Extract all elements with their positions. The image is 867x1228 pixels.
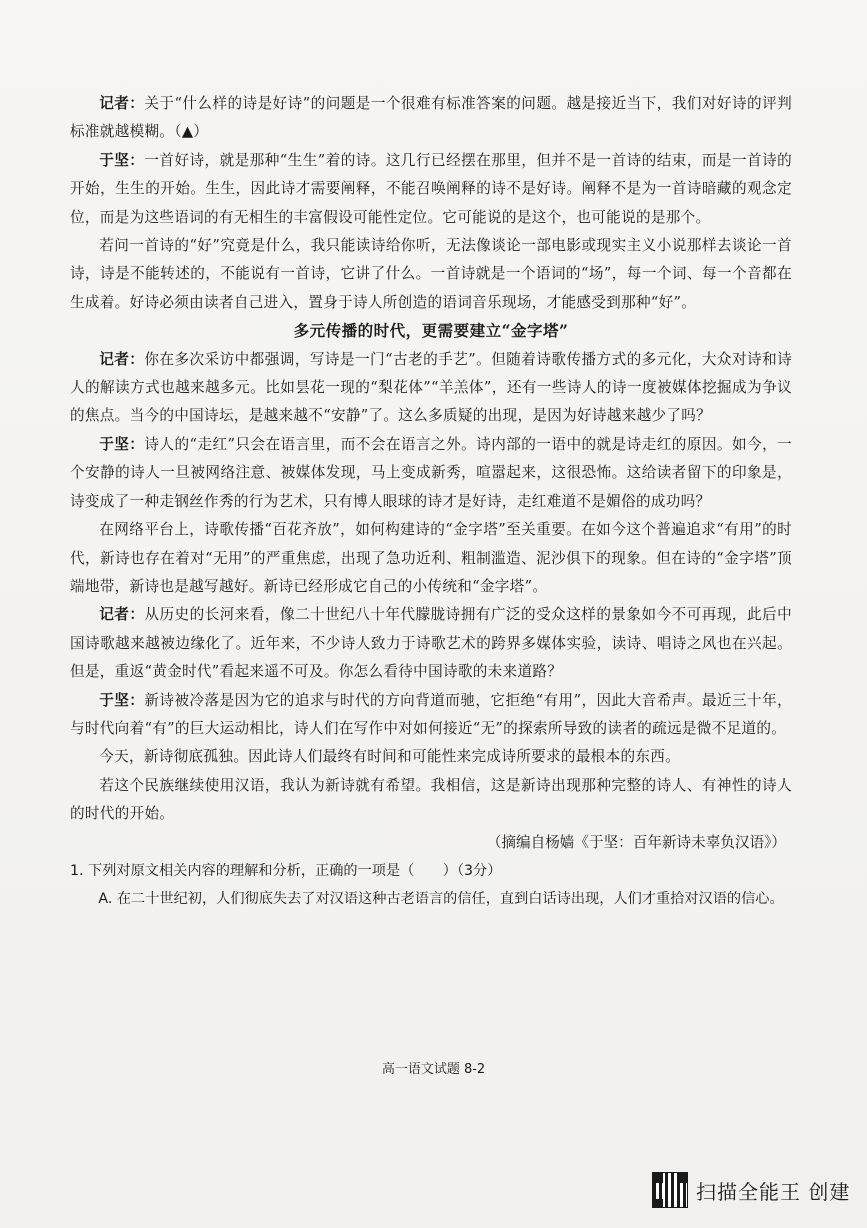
paragraph: [70, 601, 792, 686]
page-footer: 高一语文试题 8-2: [381, 1062, 486, 1077]
watermark-text: 扫描全能王 创建: [696, 1179, 851, 1204]
paragraph-text: 一首好诗，就是那种“生生”着的诗。这几行已经摆在那里，但并不是一首诗的结束，而是一首诗的开始，生生的开始。生生，因此诗才需要阐释，不能召唤阐释的诗不是好诗。阐释不是为一首诗暗藏的观念定位，而是为这些语词的有无相生的丰富假设可能性定位。它可能说的是这个，也可能说的是那个。: [70, 151, 793, 226]
speaker-label: 于坚：: [99, 435, 145, 453]
speaker-label: 于坚：: [99, 691, 145, 709]
speaker-label: 记者：: [99, 350, 145, 368]
paragraph: [70, 232, 792, 317]
speaker-label: 于坚：: [99, 151, 145, 169]
question-stem: 1. 下列对原文相关内容的理解和分析，正确的一项是（ ）（3分）: [70, 862, 502, 879]
scanner-watermark: [652, 1170, 850, 1210]
paragraph-text: 今天，新诗彻底孤独。因此诗人们最终有时间和可能性来完成诗所要求的最根本的东西。: [99, 748, 681, 766]
source-citation: （摘编自杨嫱《于坚：百年新诗未辜负汉语》）: [486, 833, 786, 851]
paragraph: [70, 346, 792, 431]
speaker-label: 记者：: [99, 606, 145, 624]
speaker-label: 记者：: [99, 95, 145, 112]
paragraph: [70, 516, 792, 601]
paragraph: [70, 147, 792, 232]
paragraph-text: 若问一首诗的“好”究竟是什么，我只能读诗给你听，无法像谈论一部电影或现实主义小说那样去谈论一首诗，诗是不能转述的，不能说有一首诗，它讲了什么。一首诗就是一个语词的“场”，每一个词、每一个音都在生成着。好诗必须由读者自己进入，置身于诗人所创造的语词音乐现场，才能感受到那种“好”。: [70, 237, 792, 311]
qr-code-icon: [652, 1172, 688, 1208]
paragraph: [70, 743, 792, 771]
paragraph-text: 你在多次采访中都强调，写诗是一门“古老的手艺”。但随着诗歌传播方式的多元化，大众对诗和诗人的解读方式也越来越多元。比如昙花一现的“梨花体”“羊羔体”，还有一些诗人的诗一度被媒体挖掘成为争议的焦点。当今的中国诗坛，是越来越不“安静”了。这么多质疑的出现，是因为好诗越来越少了吗？: [70, 350, 793, 425]
section-heading: 多元传播的时代，更需要建立“金字塔”: [293, 321, 569, 341]
paragraph: [70, 431, 792, 516]
paragraph-text: 若这个民族继续使用汉语，我认为新诗就有希望。我相信，这是新诗出现那种完整的诗人、有神性的诗人的时代的开始。: [70, 776, 792, 823]
paragraph: [70, 90, 792, 147]
article-body: [70, 90, 792, 914]
paragraph: [70, 772, 792, 829]
question-option-a: A. 在二十世纪初，人们彻底失去了对汉语这种古老语言的信任，直到白话诗出现，人们才重拾对汉语的信心。: [98, 891, 784, 908]
paragraph-text: 在网络平台上，诗歌传播“百花齐放”，如何构建诗的“金字塔”至关重要。在如今这个普遍追求“有用”的时代，新诗也存在着对“无用”的严重焦虑，出现了急功近利、粗制滥造、泥沙俱下的现象。但在诗的“金字塔”顶端地带，新诗也是越写越好。新诗已经形成它自己的小传统和“金字塔”。: [70, 521, 792, 595]
paragraph-text: 新诗被冷落是因为它的追求与时代的方向背道而驰，它拒绝“有用”，因此大音希声。最近三十年，与时代向着“有”的巨大运动相比，诗人们在写作中对如何接近“无”的探索所导致的读者的疏远是微不足道的。: [70, 691, 793, 737]
paragraph: [70, 687, 792, 744]
paragraph-text: 诗人的“走红”只会在语言里，而不会在语言之外。诗内部的一语中的就是诗走红的原因。如今，一个安静的诗人一旦被网络注意、被媒体发现，马上变成新秀，喧嚣起来，这很恐怖。这给读者留下的印象是，诗变成了一种走钢丝作秀的行为艺术，只有博人眼球的诗才是好诗，走红难道不是媚俗的成功吗？: [70, 435, 793, 510]
paragraph-text: 关于“什么样的诗是好诗”的问题是一个很难有标准答案的问题。越是接近当下，我们对好诗的评判标准就越模糊。（▲）: [70, 95, 793, 141]
paragraph-text: 从历史的长河来看，像二十世纪八十年代朦胧诗拥有广泛的受众这样的景象如今不可再现，此后中国诗歌越来越被边缘化了。近年来，不少诗人致力于诗歌艺术的跨界多媒体实验，读诗、唱诗之风也在兴起。但是，重返“黄金时代”看起来遥不可及。你怎么看待中国诗歌的未来道路？: [70, 606, 793, 681]
